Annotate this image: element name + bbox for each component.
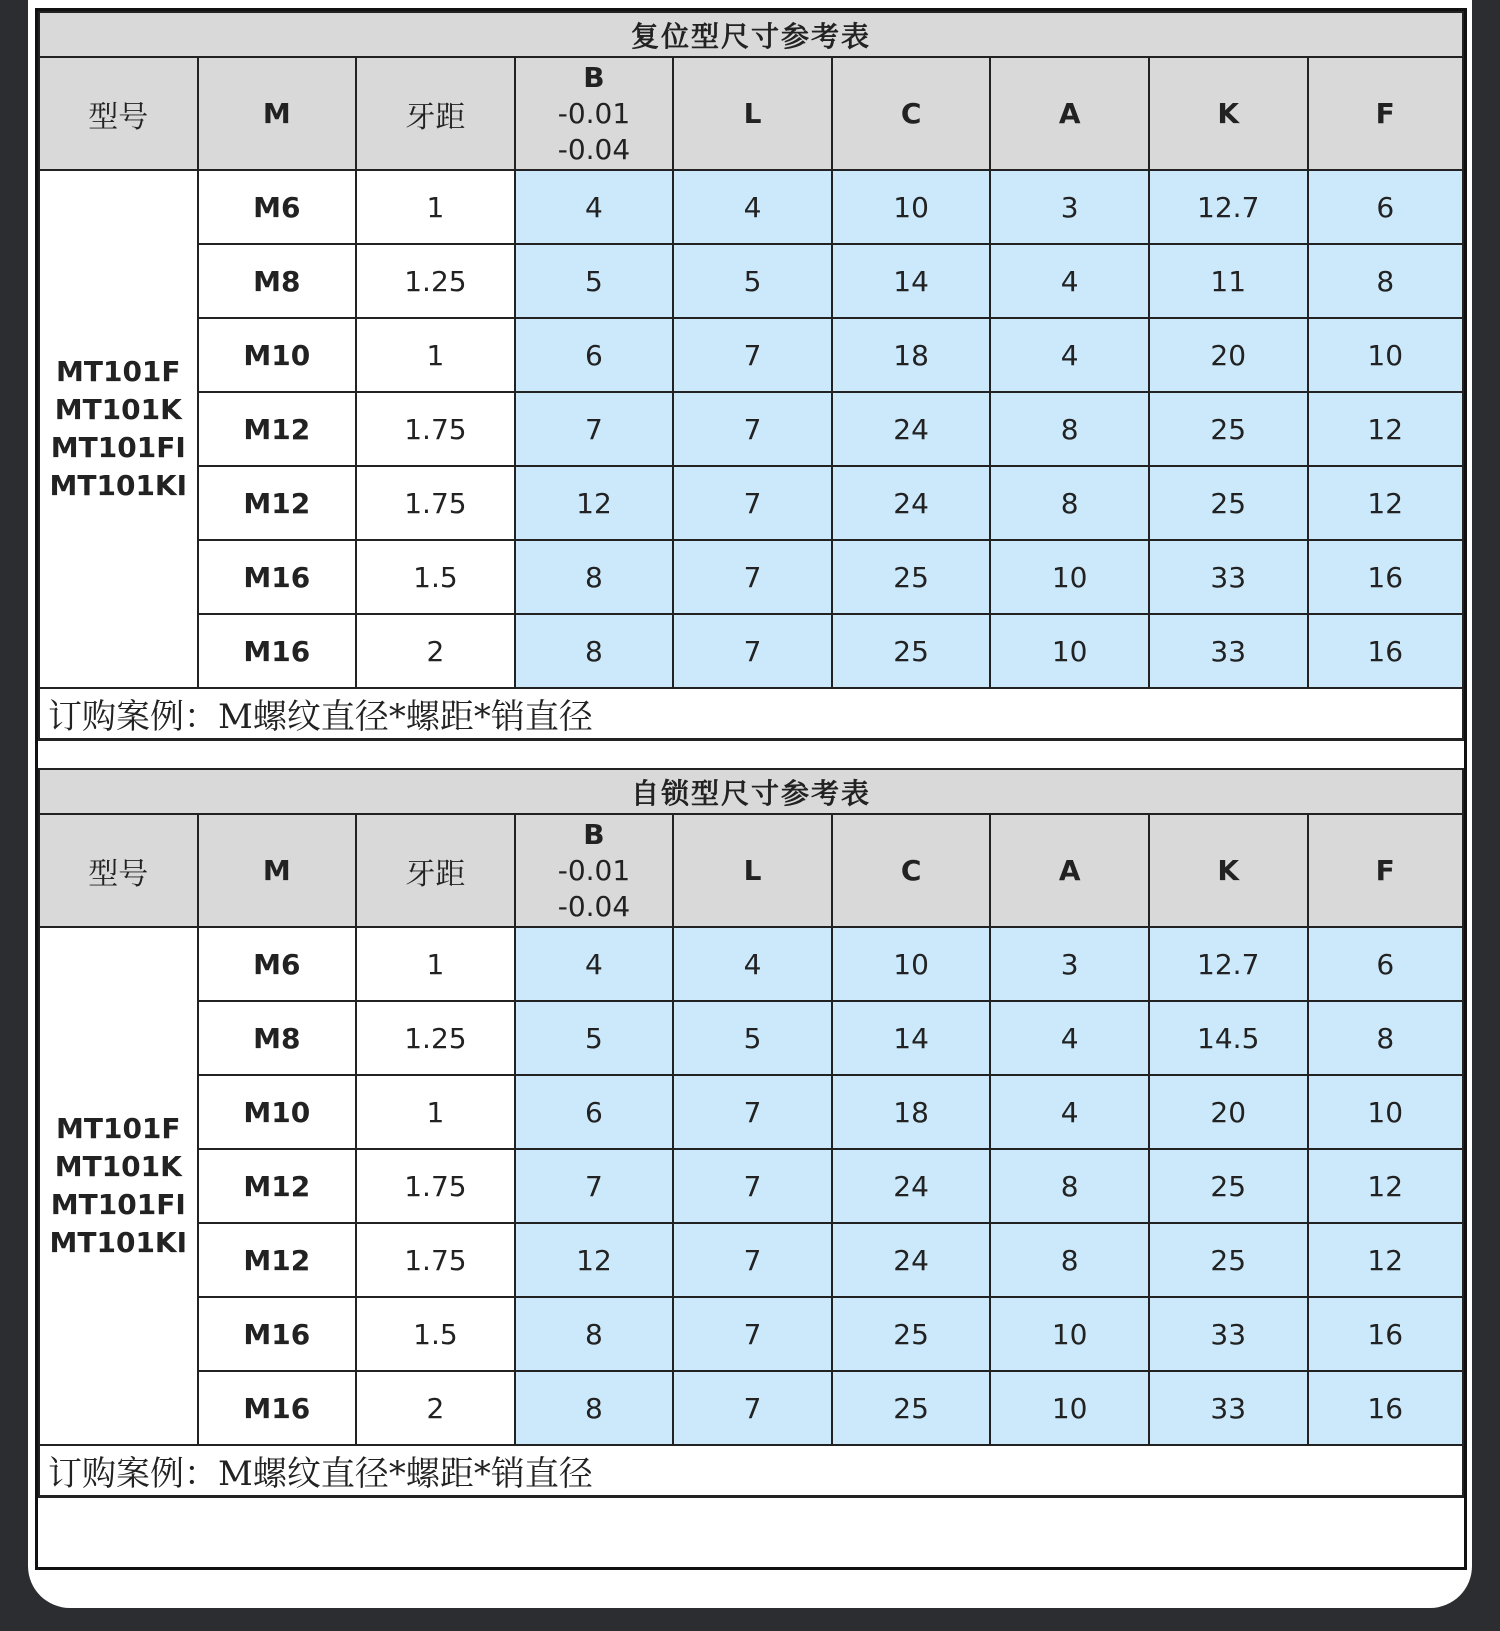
value-cell: 4 [990, 1001, 1149, 1075]
model-name: MT101F [56, 1112, 181, 1145]
value-cell: 7 [673, 318, 832, 392]
value-cell: 7 [673, 1297, 832, 1371]
reset-type-size-table [38, 11, 1464, 741]
value-cell: 10 [990, 1371, 1149, 1445]
self-lock-type-size-table [38, 768, 1464, 1498]
value-cell: 8 [990, 392, 1149, 466]
model-name: MT101FI [50, 431, 186, 464]
value-cell: 5 [515, 1001, 674, 1075]
value-cell: 12.7 [1149, 927, 1308, 1001]
pitch-cell: 1.75 [356, 392, 515, 466]
value-cell: 7 [673, 1075, 832, 1149]
value-cell: 24 [832, 466, 991, 540]
value-cell: 24 [832, 1223, 991, 1297]
value-cell: 12 [515, 466, 674, 540]
model-name: MT101K [54, 393, 182, 426]
value-cell: 7 [673, 1223, 832, 1297]
value-cell: 16 [1308, 1371, 1464, 1445]
value-cell: 11 [1149, 244, 1308, 318]
value-cell: 10 [1308, 1075, 1464, 1149]
value-cell: 6 [515, 318, 674, 392]
value-cell: 10 [990, 540, 1149, 614]
table-row [39, 1149, 1463, 1223]
header-cell: C [832, 57, 991, 170]
spec-sheet [35, 8, 1467, 1570]
table-row [39, 1297, 1463, 1371]
header-cell: M [198, 57, 357, 170]
value-cell: 25 [1149, 392, 1308, 466]
header-b-label: B [583, 60, 605, 94]
value-cell: 7 [673, 1149, 832, 1223]
value-cell: 16 [1308, 540, 1464, 614]
table-row [39, 466, 1463, 540]
value-cell: 8 [990, 1149, 1149, 1223]
pitch-cell: 1.25 [356, 244, 515, 318]
header-cell: F [1308, 814, 1464, 927]
b-upper-tolerance: -0.01 [557, 96, 631, 130]
value-cell: 7 [673, 614, 832, 688]
value-cell: 8 [515, 1297, 674, 1371]
pitch-cell: 1.25 [356, 1001, 515, 1075]
header-cell: L [673, 57, 832, 170]
value-cell: 6 [515, 1075, 674, 1149]
header-cell: M [198, 814, 357, 927]
value-cell: 7 [673, 540, 832, 614]
pitch-cell: 1 [356, 1075, 515, 1149]
value-cell: 18 [832, 318, 991, 392]
value-cell: 24 [832, 392, 991, 466]
value-cell: 4 [673, 170, 832, 244]
value-cell: 25 [832, 1297, 991, 1371]
model-cell [39, 170, 198, 688]
header-cell: F [1308, 57, 1464, 170]
model-name: MT101K [54, 1150, 182, 1183]
value-cell: 4 [990, 1075, 1149, 1149]
thread-size-cell: M10 [198, 1075, 357, 1149]
value-cell: 8 [990, 1223, 1149, 1297]
value-cell: 20 [1149, 318, 1308, 392]
value-cell: 25 [1149, 1149, 1308, 1223]
order-example-note: 订购案例：M螺纹直径*螺距*销直径 [39, 1445, 1463, 1497]
thread-size-cell: M16 [198, 614, 357, 688]
header-b [515, 814, 674, 927]
value-cell: 12 [1308, 1223, 1464, 1297]
table-row [39, 244, 1463, 318]
value-cell: 7 [515, 1149, 674, 1223]
pitch-cell: 1.75 [356, 1149, 515, 1223]
b-lower-tolerance: -0.04 [557, 889, 631, 923]
header-cell: K [1149, 814, 1308, 927]
value-cell: 12 [1308, 392, 1464, 466]
value-cell: 10 [990, 1297, 1149, 1371]
table-row [39, 1223, 1463, 1297]
header-b [515, 57, 674, 170]
value-cell: 10 [1308, 318, 1464, 392]
value-cell: 5 [673, 244, 832, 318]
value-cell: 7 [673, 466, 832, 540]
value-cell: 14 [832, 244, 991, 318]
table-row [39, 318, 1463, 392]
header-cell: C [832, 814, 991, 927]
value-cell: 6 [1308, 927, 1464, 1001]
value-cell: 5 [515, 244, 674, 318]
value-cell: 7 [673, 392, 832, 466]
thread-size-cell: M6 [198, 170, 357, 244]
value-cell: 4 [515, 170, 674, 244]
value-cell: 4 [990, 244, 1149, 318]
table-row [39, 1001, 1463, 1075]
pitch-cell: 1 [356, 927, 515, 1001]
value-cell: 3 [990, 927, 1149, 1001]
value-cell: 7 [515, 392, 674, 466]
value-cell: 33 [1149, 1371, 1308, 1445]
table-title: 自锁型尺寸参考表 [39, 769, 1463, 814]
thread-size-cell: M16 [198, 1297, 357, 1371]
value-cell: 16 [1308, 614, 1464, 688]
pitch-cell: 2 [356, 614, 515, 688]
value-cell: 4 [515, 927, 674, 1001]
table-row [39, 614, 1463, 688]
thread-size-cell: M6 [198, 927, 357, 1001]
value-cell: 25 [832, 540, 991, 614]
value-cell: 7 [673, 1371, 832, 1445]
value-cell: 4 [673, 927, 832, 1001]
pitch-cell: 1.75 [356, 466, 515, 540]
pitch-cell: 1 [356, 318, 515, 392]
table-row [39, 1075, 1463, 1149]
value-cell: 10 [990, 614, 1149, 688]
value-cell: 12 [515, 1223, 674, 1297]
value-cell: 24 [832, 1149, 991, 1223]
b-lower-tolerance: -0.04 [557, 132, 631, 166]
table-row [39, 1371, 1463, 1445]
thread-size-cell: M12 [198, 1223, 357, 1297]
value-cell: 10 [832, 170, 991, 244]
value-cell: 8 [515, 1371, 674, 1445]
value-cell: 10 [832, 927, 991, 1001]
header-cell: 型号 [39, 57, 198, 170]
value-cell: 20 [1149, 1075, 1308, 1149]
pitch-cell: 1 [356, 170, 515, 244]
header-row [39, 57, 1463, 170]
pitch-cell: 1.5 [356, 1297, 515, 1371]
table-row [39, 540, 1463, 614]
value-cell: 12 [1308, 1149, 1464, 1223]
b-upper-tolerance: -0.01 [557, 853, 631, 887]
value-cell: 33 [1149, 540, 1308, 614]
thread-size-cell: M10 [198, 318, 357, 392]
value-cell: 12 [1308, 466, 1464, 540]
value-cell: 4 [990, 318, 1149, 392]
value-cell: 6 [1308, 170, 1464, 244]
header-cell: 型号 [39, 814, 198, 927]
header-cell: A [990, 57, 1149, 170]
pitch-cell: 1.5 [356, 540, 515, 614]
header-cell: A [990, 814, 1149, 927]
model-cell [39, 927, 198, 1445]
thread-size-cell: M16 [198, 1371, 357, 1445]
thread-size-cell: M12 [198, 392, 357, 466]
value-cell: 8 [515, 540, 674, 614]
table-row [39, 170, 1463, 244]
table-row [39, 927, 1463, 1001]
value-cell: 8 [1308, 1001, 1464, 1075]
value-cell: 14 [832, 1001, 991, 1075]
value-cell: 5 [673, 1001, 832, 1075]
value-cell: 8 [990, 466, 1149, 540]
table-title: 复位型尺寸参考表 [39, 12, 1463, 57]
pitch-cell: 1.75 [356, 1223, 515, 1297]
thread-size-cell: M8 [198, 1001, 357, 1075]
header-b-label: B [583, 817, 605, 851]
thread-size-cell: M16 [198, 540, 357, 614]
header-cell: L [673, 814, 832, 927]
model-name: MT101KI [49, 469, 188, 502]
value-cell: 25 [1149, 466, 1308, 540]
header-cell: K [1149, 57, 1308, 170]
model-name: MT101KI [49, 1226, 188, 1259]
value-cell: 16 [1308, 1297, 1464, 1371]
pitch-cell: 2 [356, 1371, 515, 1445]
value-cell: 8 [1308, 244, 1464, 318]
model-name: MT101FI [50, 1188, 186, 1221]
table-row [39, 392, 1463, 466]
header-row [39, 814, 1463, 927]
header-cell: 牙距 [356, 57, 515, 170]
value-cell: 33 [1149, 614, 1308, 688]
thread-size-cell: M12 [198, 466, 357, 540]
value-cell: 3 [990, 170, 1149, 244]
value-cell: 25 [832, 614, 991, 688]
value-cell: 14.5 [1149, 1001, 1308, 1075]
order-example-note: 订购案例：M螺纹直径*螺距*销直径 [39, 688, 1463, 740]
value-cell: 12.7 [1149, 170, 1308, 244]
model-name: MT101F [56, 355, 181, 388]
value-cell: 25 [1149, 1223, 1308, 1297]
value-cell: 25 [832, 1371, 991, 1445]
value-cell: 8 [515, 614, 674, 688]
thread-size-cell: M8 [198, 244, 357, 318]
thread-size-cell: M12 [198, 1149, 357, 1223]
header-cell: 牙距 [356, 814, 515, 927]
value-cell: 33 [1149, 1297, 1308, 1371]
value-cell: 18 [832, 1075, 991, 1149]
